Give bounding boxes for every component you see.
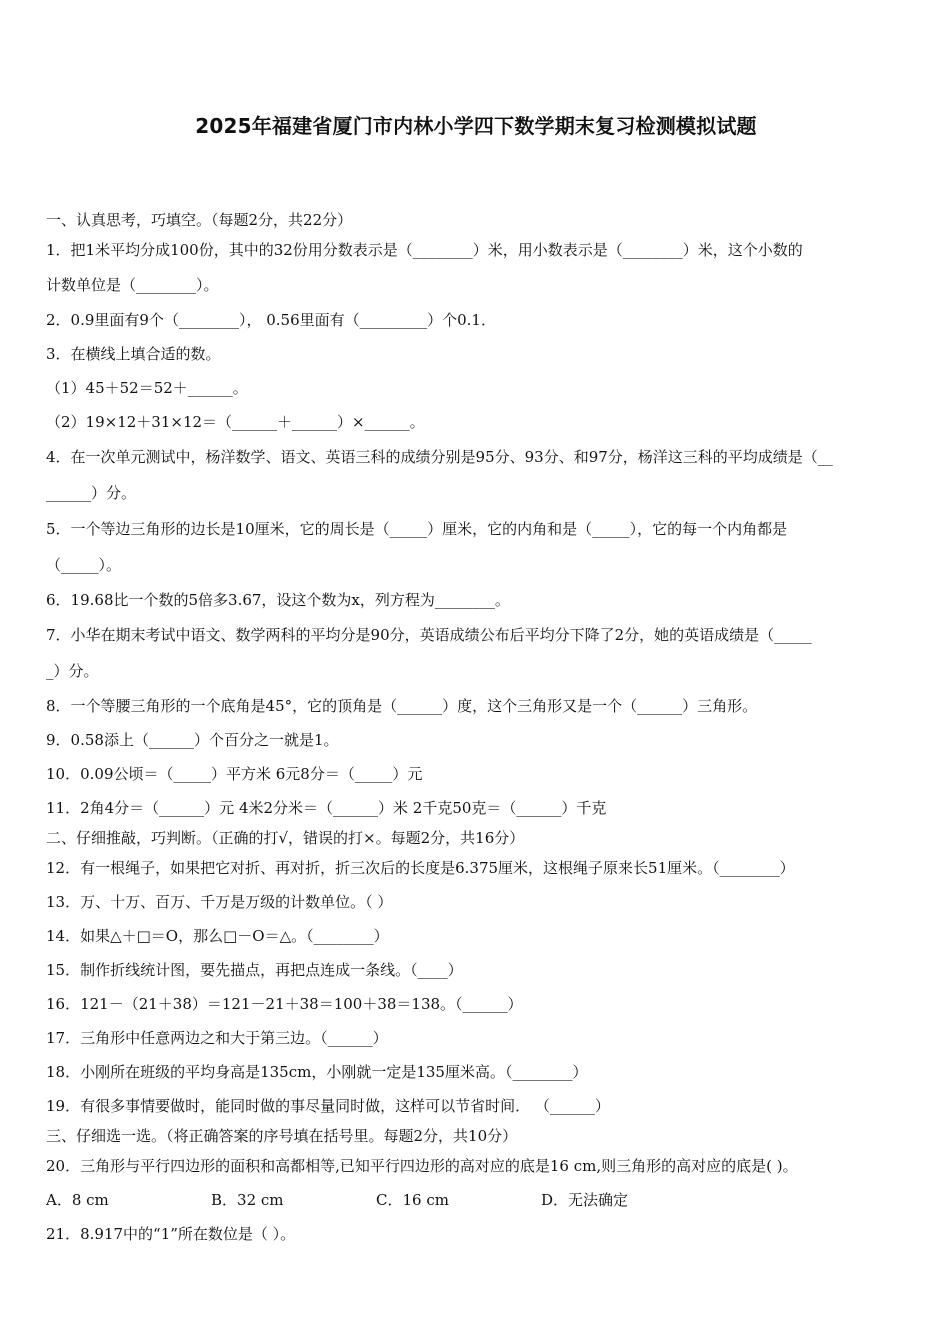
option-d: D．无法确定 xyxy=(541,1191,629,1209)
option-c: C．16 cm xyxy=(376,1191,449,1209)
question-3-part-2: （2）19×12＋31×12＝（______＋______）×______。 xyxy=(46,413,425,431)
section-heading-2: 二、仔细推敲，巧判断。（正确的打√，错误的打×。每题2分，共16分） xyxy=(46,829,525,847)
question-5-line-1: 5．一个等边三角形的边长是10厘米，它的周长是（_____）厘米，它的内角和是（_____），它的每一个内角都是 xyxy=(46,520,788,538)
question-20-options xyxy=(46,1183,906,1217)
question-19: 19．有很多事情要做时，能同时做的事尽量同时做，这样可以节省时间． （______） xyxy=(46,1097,610,1115)
section-heading-3: 三、仔细选一选。（将正确答案的序号填在括号里。每题2分，共10分） xyxy=(46,1127,518,1145)
option-a: A．8 cm xyxy=(46,1191,109,1209)
question-18: 18．小刚所在班级的平均身高是135cm，小刚就一定是135厘米高。（________） xyxy=(46,1063,588,1081)
question-8: 8．一个等腰三角形的一个底角是45°，它的顶角是（______）度，这个三角形又是一个（______）三角形。 xyxy=(46,697,758,715)
question-13: 13．万、十万、百万、千万是万级的计数单位。（ ） xyxy=(46,893,393,911)
section-heading-1: 一、认真思考，巧填空。（每题2分，共22分） xyxy=(46,211,353,229)
question-9: 9．0.58添上（______）个百分之一就是1。 xyxy=(46,731,339,749)
question-1-line-1: 1．把1米平均分成100份，其中的32份用分数表示是（________）米，用小数表示是（________）米，这个小数的 xyxy=(46,241,803,259)
question-14: 14．如果△＋□＝O，那么□－O＝△。（________） xyxy=(46,927,389,945)
question-15: 15．制作折线统计图，要先描点，再把点连成一条线。（____） xyxy=(46,961,463,979)
question-6: 6．19.68比一个数的5倍多3.67，设这个数为x，列方程为________。 xyxy=(46,591,510,609)
question-21: 21．8.917中的“1”所在数位是（ ）。 xyxy=(46,1225,296,1243)
question-5-line-2: （_____）。 xyxy=(46,556,122,574)
page-title: 2025年福建省厦门市内林小学四下数学期末复习检测模拟试题 xyxy=(195,114,757,138)
question-16: 16．121－（21＋38）＝121－21＋38＝100＋38＝138。（______） xyxy=(46,995,523,1013)
question-7-line-2: _）分。 xyxy=(46,662,99,680)
question-1-line-2: 计数单位是（________）。 xyxy=(46,276,219,294)
question-3: 3．在横线上填合适的数。 xyxy=(46,345,221,363)
question-20: 20．三角形与平行四边形的面积和高都相等,已知平行四边形的高对应的底是16 cm,则三角形的高对应的底是( )。 xyxy=(46,1157,798,1175)
question-2: 2．0.9里面有9个（________）， 0.56里面有（_________）个0.1． xyxy=(46,311,496,329)
question-4-line-1: 4．在一次单元测试中，杨洋数学、语文、英语三科的成绩分别是95分、93分、和97分，杨洋这三科的平均成绩是（__ xyxy=(46,448,833,466)
question-17: 17．三角形中任意两边之和大于第三边。（______） xyxy=(46,1029,388,1047)
question-10: 10．0.09公顷＝（_____）平方米 6元8分＝（_____）元 xyxy=(46,765,423,783)
question-4-line-2: ______）分。 xyxy=(46,484,137,502)
question-12: 12．有一根绳子，如果把它对折、再对折，折三次后的长度是6.375厘米，这根绳子原来长51厘米。（________） xyxy=(46,859,795,877)
question-3-part-1: （1）45＋52＝52＋______。 xyxy=(46,379,248,397)
question-7-line-1: 7．小华在期末考试中语文、数学两科的平均分是90分，英语成绩公布后平均分下降了2分，她的英语成绩是（_____ xyxy=(46,626,812,644)
option-b: B．32 cm xyxy=(211,1191,284,1209)
question-11: 11．2角4分＝（______）元 4米2分米＝（______）米 2千克50克＝（______）千克 xyxy=(46,799,607,817)
